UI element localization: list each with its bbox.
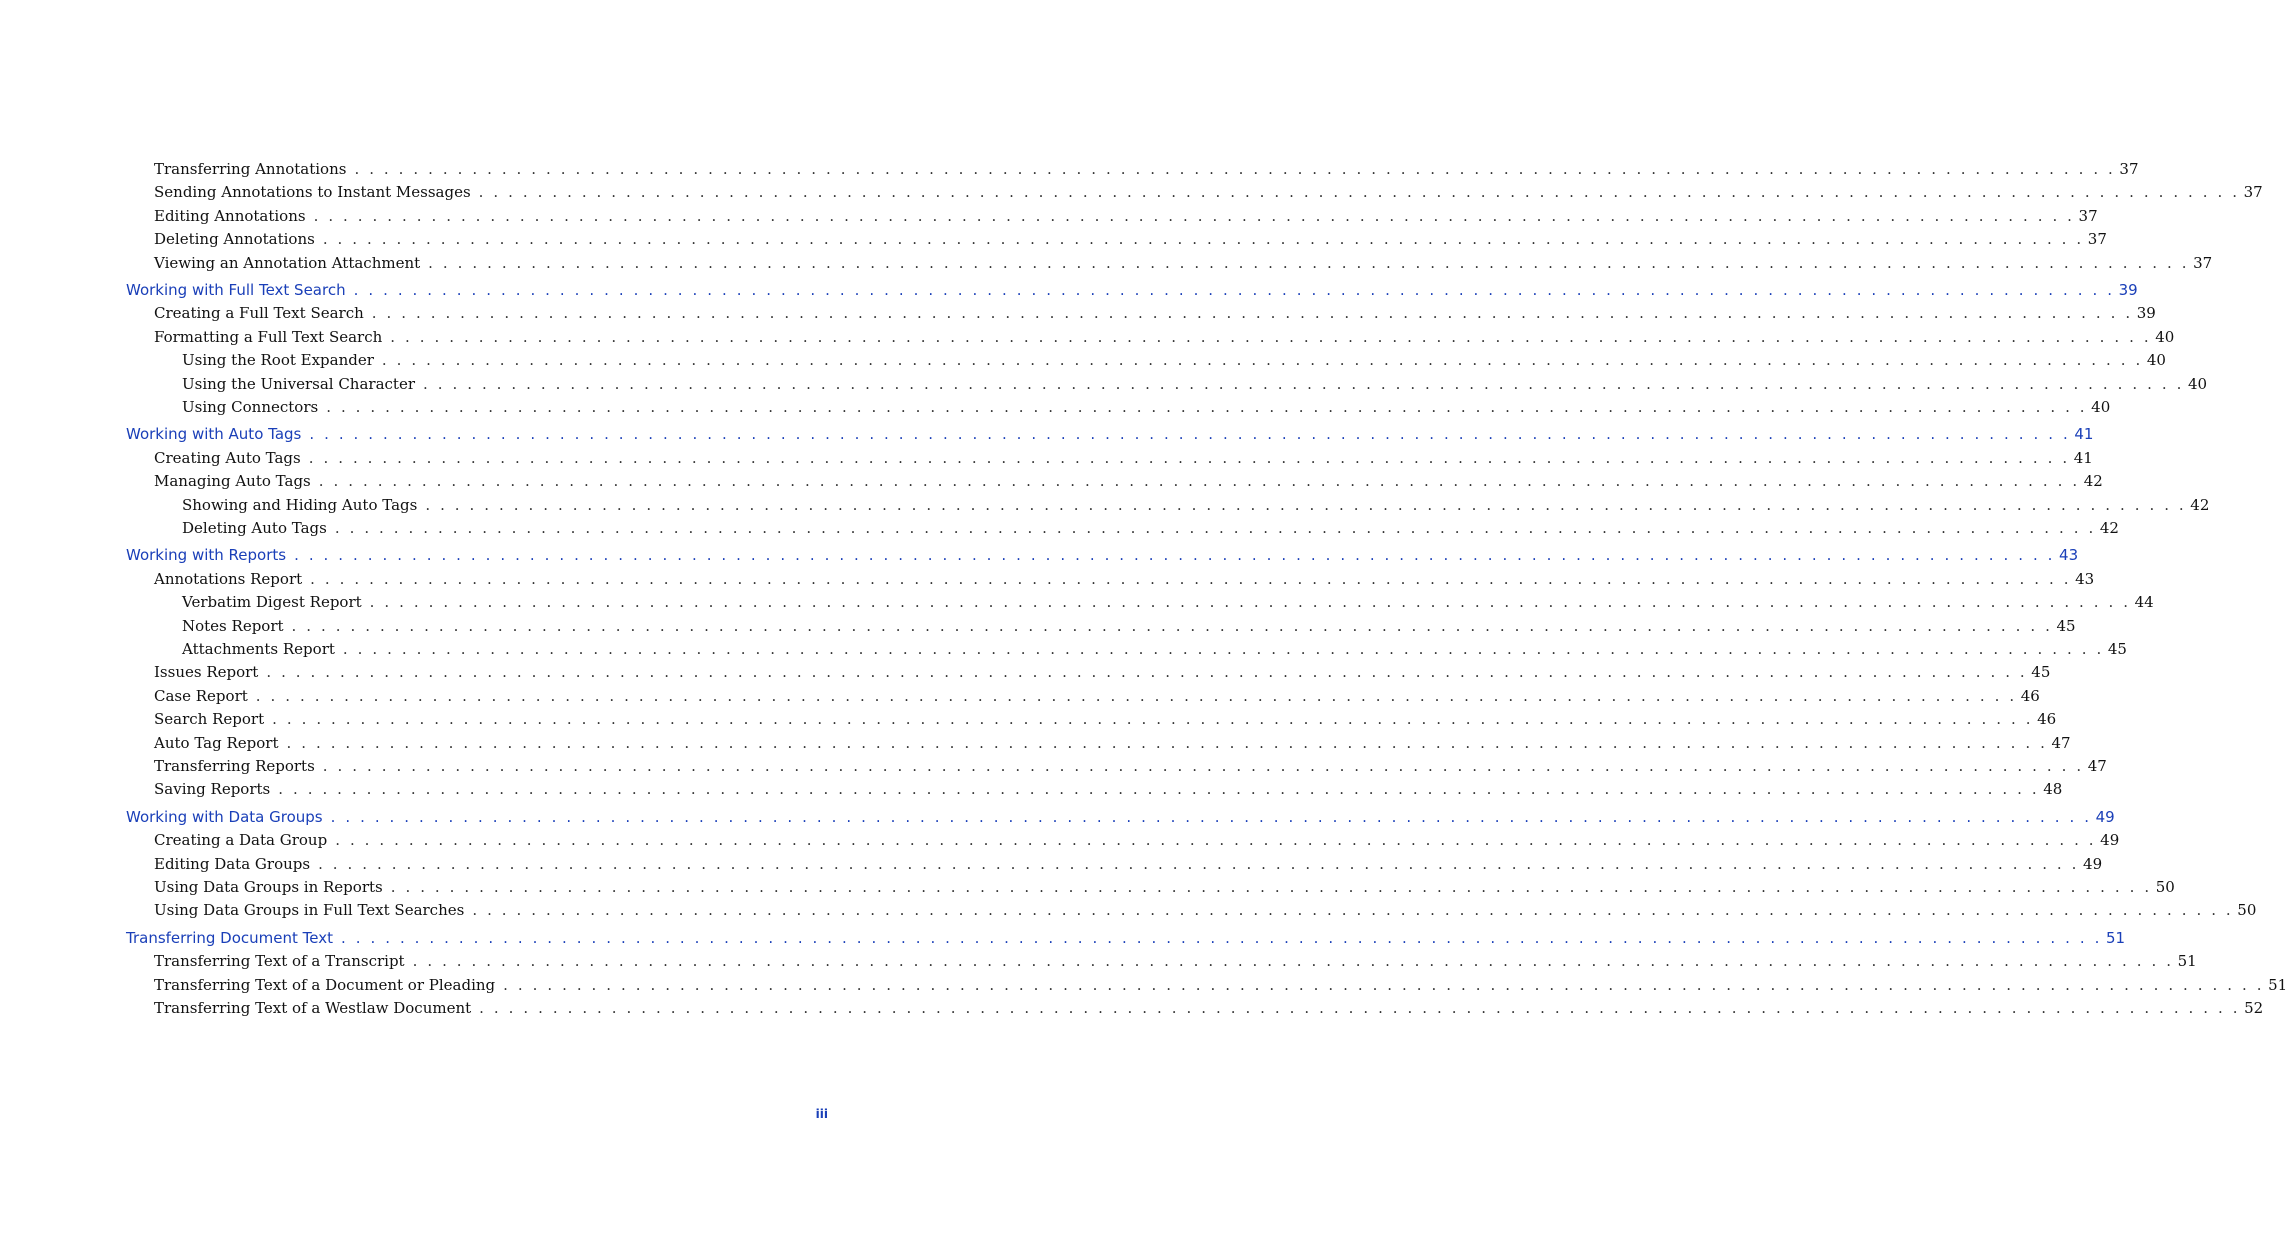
toc-entry-page: 48: [2043, 780, 2063, 799]
toc-entry-page: 49: [2095, 807, 2115, 826]
toc-entry-title: Creating a Full Text Search: [154, 304, 364, 323]
toc-entry-title: Managing Auto Tags: [154, 472, 311, 491]
toc-section-heading[interactable]: [126, 425, 2094, 449]
dot-leader: . . . . . . . . . . . . . . . . . . . . . . . . . . . . . . . . . . . . . . . . . . . . . . . . . . . . . . . . . . . . . . . . . . . . . . . . . . . . . . . . . . . . . . . . . . . . . . . . . . . . . . . . . . . . . . . . . . . . . . . .: [472, 901, 2234, 920]
toc-entry-page: 42: [2190, 495, 2210, 514]
toc-entry-title: Working with Data Groups: [126, 807, 323, 826]
toc-entry[interactable]: [182, 616, 2076, 641]
toc-entry[interactable]: [154, 230, 2107, 254]
toc-entry-page: 50: [2237, 901, 2257, 920]
dot-leader: . . . . . . . . . . . . . . . . . . . . . . . . . . . . . . . . . . . . . . . . . . . . . . . . . . . . . . . . . . . . . . . . . . . . . . . . . . . . . . . . . . . . . . . . . . . . . . . . . . . . . . . . . . . . . . . . . . . . . . . .: [334, 519, 2096, 537]
dot-leader: . . . . . . . . . . . . . . . . . . . . . . . . . . . . . . . . . . . . . . . . . . . . . . . . . . . . . . . . . . . . . . . . . . . . . . . . . . . . . . . . . . . . . . . . . . . . . . . . . . . . . . . . . . . . . . . . . . . . . . . .: [423, 374, 2184, 393]
toc-entry-title: Transferring Document Text: [126, 928, 333, 947]
toc-entry-page: 41: [2074, 425, 2094, 444]
dot-leader: . . . . . . . . . . . . . . . . . . . . . . . . . . . . . . . . . . . . . . . . . . . . . . . . . . . . . . . . . . . . . . . . . . . . . . . . . . . . . . . . . . . . . . . . . . . . . . . . . . . . . . . . . . . . . . . . . . . . . . . .: [278, 780, 2040, 799]
dot-leader: . . . . . . . . . . . . . . . . . . . . . . . . . . . . . . . . . . . . . . . . . . . . . . . . . . . . . . . . . . . . . . . . . . . . . . . . . . . . . . . . . . . . . . . . . . . . . . . . . . . . . . . . . . . . . . . . . . . . . . . .: [326, 398, 2088, 416]
dot-leader: . . . . . . . . . . . . . . . . . . . . . . . . . . . . . . . . . . . . . . . . . . . . . . . . . . . . . . . . . . . . . . . . . . . . . . . . . . . . . . . . . . . . . . . . . . . . . . . . . . . . . . . . . . . . . . . . . . . . . . . .: [255, 686, 2017, 705]
toc-entry-title: Issues Report: [154, 663, 259, 682]
toc-entry-title: Auto Tag Report: [154, 733, 279, 752]
toc-entry[interactable]: [154, 757, 2107, 781]
toc-entry-page: 45: [2056, 616, 2076, 635]
dot-leader: . . . . . . . . . . . . . . . . . . . . . . . . . . . . . . . . . . . . . . . . . . . . . . . . . . . . . . . . . . . . . . . . . . . . . . . . . . . . . . . . . . . . . . . . . . . . . . . . . . . . . . . . . . . . . . . . . . . . . . . .: [412, 952, 2174, 971]
toc-entry[interactable]: [182, 398, 2111, 422]
toc-entry[interactable]: [182, 495, 2210, 520]
toc-entry-title: Using the Root Expander: [182, 351, 374, 370]
toc-entry-title: Transferring Text of a Westlaw Document: [154, 999, 472, 1017]
toc-entry-title: Using Connectors: [182, 398, 319, 416]
toc-entry-page: 51: [2105, 928, 2126, 947]
toc-entry-page: 46: [2020, 686, 2040, 705]
dot-leader: . . . . . . . . . . . . . . . . . . . . . . . . . . . . . . . . . . . . . . . . . . . . . . . . . . . . . . . . . . . . . . . . . . . . . . . . . . . . . . . . . . . . . . . . . . . . . . . . . . . . . . . . . . . . . . . . . . . . . . . .: [478, 183, 2240, 202]
toc-entry-page: 42: [2099, 519, 2119, 537]
toc-entry-page: 40: [2155, 327, 2175, 346]
toc-entry-title: Creating Auto Tags: [154, 448, 301, 467]
toc-entry-page: 50: [2155, 878, 2175, 896]
toc-entry[interactable]: [154, 448, 2093, 473]
toc-entry-title: Annotations Report: [154, 569, 303, 588]
toc-entry[interactable]: [154, 901, 2257, 925]
dot-leader: . . . . . . . . . . . . . . . . . . . . . . . . . . . . . . . . . . . . . . . . . . . . . . . . . . . . . . . . . . . . . . . . . . . . . . . . . . . . . . . . . . . . . . . . . . . . . . . . . . . . . . . . . . . . . . . . . . . . . . . .: [266, 663, 2028, 682]
dot-leader: . . . . . . . . . . . . . . . . . . . . . . . . . . . . . . . . . . . . . . . . . . . . . . . . . . . . . . . . . . . . . . . . . . . . . . . . . . . . . . . . . . . . . . . . . . . . . . . . . . . . . . . . . . . . . . . . . . . . . . . .: [322, 230, 2084, 249]
dot-leader: . . . . . . . . . . . . . . . . . . . . . . . . . . . . . . . . . . . . . . . . . . . . . . . . . . . . . . . . . . . . . . . . . . . . . . . . . . . . . . . . . . . . . . . . . . . . . . . . . . . . . . . . . . . . . . . . . . . . . . . .: [390, 327, 2152, 346]
toc-entry[interactable]: [182, 640, 2127, 664]
toc-entry-page: 42: [2083, 472, 2103, 491]
dot-leader: . . . . . . . . . . . . . . . . . . . . . . . . . . . . . . . . . . . . . . . . . . . . . . . . . . . . . . . . . . . . . . . . . . . . . . . . . . . . . . . . . . . . . . . . . . . . . . . . . . . . . . . . . . . . . . . . . . . . . . . .: [353, 281, 2115, 299]
dot-leader: . . . . . . . . . . . . . . . . . . . . . . . . . . . . . . . . . . . . . . . . . . . . . . . . . . . . . . . . . . . . . . . . . . . . . . . . . . . . . . . . . . . . . . . . . . . . . . . . . . . . . . . . . . . . . . . . . . . . . . . .: [354, 160, 2116, 178]
toc-entry-page: 51: [2177, 952, 2197, 971]
dot-leader: . . . . . . . . . . . . . . . . . . . . . . . . . . . . . . . . . . . . . . . . . . . . . . . . . . . . . . . . . . . . . . . . . . . . . . . . . . . . . . . . . . . . . . . . . . . . . . . . . . . . . . . . . . . . . . . . . . . . . . . .: [479, 999, 2241, 1017]
toc-entry-page: 40: [2187, 374, 2208, 393]
toc-entry[interactable]: [154, 710, 2057, 734]
toc-entry[interactable]: [154, 206, 2098, 231]
dot-leader: . . . . . . . . . . . . . . . . . . . . . . . . . . . . . . . . . . . . . . . . . . . . . . . . . . . . . . . . . . . . . . . . . . . . . . . . . . . . . . . . . . . . . . . . . . . . . . . . . . . . . . . . . . . . . . . . . . . . . . . .: [425, 495, 2187, 514]
toc-entry-title: Using Data Groups in Full Text Searches: [154, 901, 465, 920]
dot-leader: . . . . . . . . . . . . . . . . . . . . . . . . . . . . . . . . . . . . . . . . . . . . . . . . . . . . . . . . . . . . . . . . . . . . . . . . . . . . . . . . . . . . . . . . . . . . . . . . . . . . . . . . . . . . . . . . . . . . . . . .: [272, 710, 2034, 729]
dot-leader: . . . . . . . . . . . . . . . . . . . . . . . . . . . . . . . . . . . . . . . . . . . . . . . . . . . . . . . . . . . . . . . . . . . . . . . . . . . . . . . . . . . . . . . . . . . . . . . . . . . . . . . . . . . . . . . . . . . . . . . .: [310, 569, 2072, 588]
dot-leader: . . . . . . . . . . . . . . . . . . . . . . . . . . . . . . . . . . . . . . . . . . . . . . . . . . . . . . . . . . . . . . . . . . . . . . . . . . . . . . . . . . . . . . . . . . . . . . . . . . . . . . . . . . . . . . . . . . . . . . . .: [318, 472, 2080, 491]
dot-leader: . . . . . . . . . . . . . . . . . . . . . . . . . . . . . . . . . . . . . . . . . . . . . . . . . . . . . . . . . . . . . . . . . . . . . . . . . . . . . . . . . . . . . . . . . . . . . . . . . . . . . . . . . . . . . . . . . . . . . . . .: [342, 640, 2104, 658]
toc-entry-title: Using the Universal Character: [182, 374, 415, 393]
toc-entry-page: 44: [2134, 593, 2154, 612]
toc-entry-title: Deleting Annotations: [154, 230, 315, 249]
toc-entry[interactable]: [154, 780, 2063, 804]
toc-entry-title: Editing Annotations: [154, 206, 306, 225]
toc-section-heading[interactable]: [126, 928, 2126, 953]
toc-entry[interactable]: [154, 878, 2175, 902]
toc-entry[interactable]: [154, 686, 2040, 711]
toc-entry-page: 37: [2193, 253, 2213, 272]
toc-entry-title: Transferring Annotations: [154, 160, 347, 178]
toc-entry-title: Attachments Report: [182, 640, 335, 658]
toc-entry-title: Working with Full Text Search: [126, 281, 346, 299]
toc-entry-title: Working with Auto Tags: [126, 425, 302, 444]
toc-entry-page: 47: [2051, 733, 2071, 752]
toc-entry-page: 45: [2107, 640, 2127, 658]
toc-entry[interactable]: [182, 519, 2119, 543]
dot-leader: . . . . . . . . . . . . . . . . . . . . . . . . . . . . . . . . . . . . . . . . . . . . . . . . . . . . . . . . . . . . . . . . . . . . . . . . . . . . . . . . . . . . . . . . . . . . . . . . . . . . . . . . . . . . . . . . . . . . . . . .: [330, 807, 2092, 826]
toc-entry[interactable]: [154, 304, 2156, 328]
toc-entry-page: 37: [2078, 206, 2098, 225]
toc-entry-title: Creating a Data Group: [154, 831, 328, 850]
toc-entry[interactable]: [182, 593, 2154, 617]
toc-entry-title: Deleting Auto Tags: [182, 519, 327, 537]
toc-section-heading[interactable]: [126, 807, 2115, 832]
dot-leader: . . . . . . . . . . . . . . . . . . . . . . . . . . . . . . . . . . . . . . . . . . . . . . . . . . . . . . . . . . . . . . . . . . . . . . . . . . . . . . . . . . . . . . . . . . . . . . . . . . . . . . . . . . . . . . . . . . . . . . . .: [341, 928, 2102, 947]
toc-entry-page: 45: [2031, 663, 2051, 682]
dot-leader: . . . . . . . . . . . . . . . . . . . . . . . . . . . . . . . . . . . . . . . . . . . . . . . . . . . . . . . . . . . . . . . . . . . . . . . . . . . . . . . . . . . . . . . . . . . . . . . . . . . . . . . . . . . . . . . . . . . . . . . .: [428, 253, 2190, 272]
toc-section-heading[interactable]: [126, 546, 2079, 570]
toc-entry[interactable]: [154, 831, 2120, 855]
toc-entry-page: 51: [2268, 975, 2287, 994]
toc-entry-page: 39: [2118, 281, 2138, 299]
toc-entry-title: Verbatim Digest Report: [182, 593, 362, 612]
dot-leader: . . . . . . . . . . . . . . . . . . . . . . . . . . . . . . . . . . . . . . . . . . . . . . . . . . . . . . . . . . . . . . . . . . . . . . . . . . . . . . . . . . . . . . . . . . . . . . . . . . . . . . . . . . . . . . . . . . . . . . . .: [390, 878, 2152, 896]
toc-entry[interactable]: [154, 952, 2197, 976]
toc-entry-page: 47: [2087, 757, 2107, 775]
toc-entry[interactable]: [154, 327, 2175, 352]
toc-entry[interactable]: [154, 569, 2095, 594]
dot-leader: . . . . . . . . . . . . . . . . . . . . . . . . . . . . . . . . . . . . . . . . . . . . . . . . . . . . . . . . . . . . . . . . . . . . . . . . . . . . . . . . . . . . . . . . . . . . . . . . . . . . . . . . . . . . . . . . . . . . . . . .: [322, 757, 2084, 775]
dot-leader: . . . . . . . . . . . . . . . . . . . . . . . . . . . . . . . . . . . . . . . . . . . . . . . . . . . . . . . . . . . . . . . . . . . . . . . . . . . . . . . . . . . . . . . . . . . . . . . . . . . . . . . . . . . . . . . . . . . . . . . .: [313, 206, 2075, 225]
dot-leader: . . . . . . . . . . . . . . . . . . . . . . . . . . . . . . . . . . . . . . . . . . . . . . . . . . . . . . . . . . . . . . . . . . . . . . . . . . . . . . . . . . . . . . . . . . . . . . . . . . . . . . . . . . . . . . . . . . . . . . . .: [335, 831, 2097, 850]
toc-entry-page: 52: [2244, 999, 2264, 1017]
toc-entry[interactable]: [154, 472, 2103, 496]
toc-entry-title: Case Report: [154, 686, 248, 705]
toc-entry[interactable]: [154, 733, 2071, 758]
page-number: iii: [815, 1107, 828, 1121]
toc-entry-page: 46: [2037, 710, 2057, 729]
toc-entry-page: 40: [2146, 351, 2166, 370]
toc-entry-page: 37: [2119, 160, 2139, 178]
toc-entry[interactable]: [154, 160, 2139, 184]
toc-entry[interactable]: [154, 854, 2103, 879]
dot-leader: . . . . . . . . . . . . . . . . . . . . . . . . . . . . . . . . . . . . . . . . . . . . . . . . . . . . . . . . . . . . . . . . . . . . . . . . . . . . . . . . . . . . . . . . . . . . . . . . . . . . . . . . . . . . . . . . . . . . . . . .: [381, 351, 2143, 370]
dot-leader: . . . . . . . . . . . . . . . . . . . . . . . . . . . . . . . . . . . . . . . . . . . . . . . . . . . . . . . . . . . . . . . . . . . . . . . . . . . . . . . . . . . . . . . . . . . . . . . . . . . . . . . . . . . . . . . . . . . . . . . .: [308, 448, 2070, 467]
toc-entry[interactable]: [154, 999, 2264, 1023]
dot-leader: . . . . . . . . . . . . . . . . . . . . . . . . . . . . . . . . . . . . . . . . . . . . . . . . . . . . . . . . . . . . . . . . . . . . . . . . . . . . . . . . . . . . . . . . . . . . . . . . . . . . . . . . . . . . . . . . . . . . . . . .: [369, 593, 2131, 612]
toc-entry-page: 37: [2087, 230, 2107, 249]
toc-entry[interactable]: [182, 351, 2166, 375]
dot-leader: . . . . . . . . . . . . . . . . . . . . . . . . . . . . . . . . . . . . . . . . . . . . . . . . . . . . . . . . . . . . . . . . . . . . . . . . . . . . . . . . . . . . . . . . . . . . . . . . . . . . . . . . . . . . . . . . . . . . . . . .: [291, 616, 2053, 635]
dot-leader: . . . . . . . . . . . . . . . . . . . . . . . . . . . . . . . . . . . . . . . . . . . . . . . . . . . . . . . . . . . . . . . . . . . . . . . . . . . . . . . . . . . . . . . . . . . . . . . . . . . . . . . . . . . . . . . . . . . . . . . .: [286, 733, 2048, 752]
toc-entry-title: Viewing an Annotation Attachment: [154, 253, 421, 272]
dot-leader: . . . . . . . . . . . . . . . . . . . . . . . . . . . . . . . . . . . . . . . . . . . . . . . . . . . . . . . . . . . . . . . . . . . . . . . . . . . . . . . . . . . . . . . . . . . . . . . . . . . . . . . . . . . . . . . . . . . . . . . .: [318, 854, 2080, 873]
toc-entry-title: Saving Reports: [154, 780, 271, 799]
toc-entry[interactable]: [182, 374, 2208, 399]
toc-entry[interactable]: [154, 663, 2051, 687]
toc-entry-title: Sending Annotations to Instant Messages: [154, 183, 471, 202]
toc-entry[interactable]: [154, 183, 2263, 207]
toc-entry-title: Transferring Reports: [154, 757, 315, 775]
dot-leader: . . . . . . . . . . . . . . . . . . . . . . . . . . . . . . . . . . . . . . . . . . . . . . . . . . . . . . . . . . . . . . . . . . . . . . . . . . . . . . . . . . . . . . . . . . . . . . . . . . . . . . . . . . . . . . . . . . . . . . . .: [503, 975, 2265, 994]
toc-entry-page: 40: [2091, 398, 2111, 416]
toc-entry-page: 49: [2083, 854, 2103, 873]
toc-entry-page: 39: [2136, 304, 2156, 323]
toc-entry-page: 37: [2243, 183, 2263, 202]
toc-entry-title: Notes Report: [182, 616, 284, 635]
toc-entry-title: Formatting a Full Text Search: [154, 327, 383, 346]
toc-entry-page: 43: [2075, 569, 2095, 588]
toc-entry-page: 43: [2059, 546, 2079, 565]
toc-section-heading[interactable]: [126, 281, 2138, 305]
toc-entry-title: Using Data Groups in Reports: [154, 878, 383, 896]
dot-leader: . . . . . . . . . . . . . . . . . . . . . . . . . . . . . . . . . . . . . . . . . . . . . . . . . . . . . . . . . . . . . . . . . . . . . . . . . . . . . . . . . . . . . . . . . . . . . . . . . . . . . . . . . . . . . . . . . . . . . . . .: [371, 304, 2133, 323]
toc-entry-page: 49: [2100, 831, 2120, 850]
toc-entry[interactable]: [154, 975, 2287, 1000]
dot-leader: . . . . . . . . . . . . . . . . . . . . . . . . . . . . . . . . . . . . . . . . . . . . . . . . . . . . . . . . . . . . . . . . . . . . . . . . . . . . . . . . . . . . . . . . . . . . . . . . . . . . . . . . . . . . . . . . . . . . . . . .: [294, 546, 2056, 565]
toc-entry-title: Search Report: [154, 710, 265, 729]
toc-entry-page: 41: [2073, 448, 2093, 467]
toc-entry-title: Transferring Text of a Transcript: [154, 952, 405, 971]
dot-leader: . . . . . . . . . . . . . . . . . . . . . . . . . . . . . . . . . . . . . . . . . . . . . . . . . . . . . . . . . . . . . . . . . . . . . . . . . . . . . . . . . . . . . . . . . . . . . . . . . . . . . . . . . . . . . . . . . . . . . . . .: [309, 425, 2071, 444]
toc-entry-title: Editing Data Groups: [154, 854, 311, 873]
toc-entry-title: Showing and Hiding Auto Tags: [182, 495, 418, 514]
toc-entry-title: Transferring Text of a Document or Pleading: [154, 975, 496, 994]
toc-entry[interactable]: [154, 253, 2213, 278]
toc-entry-title: Working with Reports: [126, 546, 287, 565]
